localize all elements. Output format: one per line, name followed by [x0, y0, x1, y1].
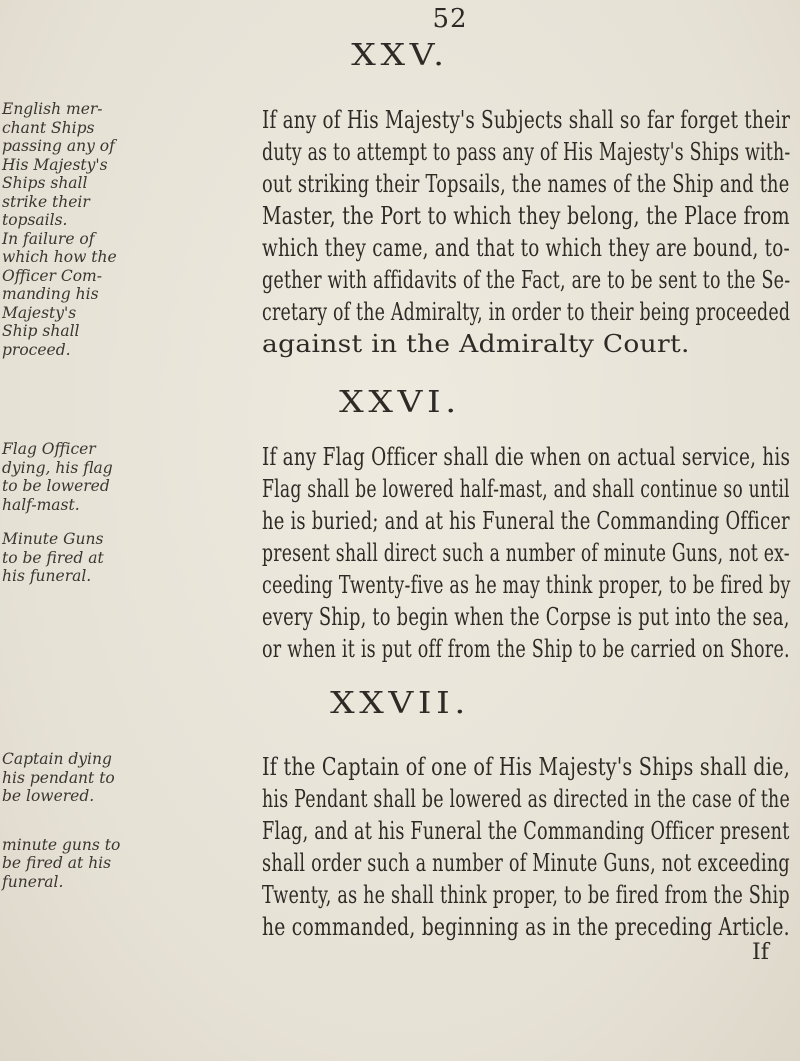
marginal-note-line: Flag Officer: [2, 440, 96, 458]
marginal-note-line: manding his: [2, 285, 99, 303]
text-line: Flag shall be lowered half-mast, and shall continue so until: [262, 474, 790, 503]
marginal-note-line: Minute Guns: [2, 530, 104, 548]
marginal-note-line: topsails.: [2, 211, 68, 229]
marginal-note-line: Ship shall: [2, 322, 80, 340]
marginal-note-line: proceed.: [2, 340, 71, 359]
text-line: duty as to attempt to pass any of His Majesty's Ships with-: [262, 137, 791, 166]
catchword: If: [752, 940, 769, 965]
marginal-note-line: chant Ships: [2, 118, 95, 137]
marginal-note-line: be fired at his: [2, 854, 112, 872]
text-line: If any of His Majesty's Subjects shall so far forget their: [262, 105, 791, 134]
text-line: he is buried; and at his Funeral the Commanding Officer: [262, 506, 790, 535]
marginal-note-line: to be lowered: [2, 477, 110, 495]
marginal-note-line: which how the: [2, 248, 117, 266]
text-line: his Pendant shall be lowered as directed in the case of the: [262, 784, 790, 813]
marginal-note-line: his pendant to: [2, 768, 115, 787]
marginal-note-xxvii: [2, 750, 152, 891]
article-heading-xxv: XXV.: [351, 38, 449, 73]
text-line: gether with affidavits of the Fact, are to be sent to the Se-: [262, 265, 791, 294]
marginal-note-line: [2, 806, 152, 836]
marginal-note-line: dying, his flag: [2, 458, 113, 477]
text-line: If any Flag Officer shall die when on actual service, his: [262, 442, 791, 471]
text-line: out striking their Topsails, the names of the Ship and the: [262, 169, 790, 198]
marginal-note-line: Officer Com-: [2, 266, 102, 285]
text-line: which they came, and that to which they are bound, to-: [262, 233, 790, 262]
text-line: against in the Admiralty Court.: [262, 329, 690, 358]
marginal-note-line: be lowered.: [2, 787, 95, 805]
marginal-note-line: Ships shall: [2, 174, 88, 192]
marginal-note-line: his funeral.: [2, 567, 92, 585]
text-line: Flag, and at his Funeral the Commanding Officer present: [262, 816, 790, 845]
marginal-note-line: Captain dying: [2, 750, 112, 768]
text-line: Master, the Port to which they belong, the Place from: [262, 201, 790, 230]
text-line: present shall direct such a number of minute Guns, not ex-: [262, 538, 790, 567]
marginal-note-line: passing any of: [2, 137, 115, 155]
marginal-note-line: funeral.: [2, 872, 64, 891]
marginal-note-line: Majesty's: [2, 303, 77, 322]
text-line: Twenty, as he shall think proper, to be fired from the Ship: [262, 880, 790, 909]
article-heading-xxvii: XXVII.: [330, 686, 470, 721]
text-line: every Ship, to begin when the Corpse is put into the sea,: [262, 602, 790, 631]
text-line: cretary of the Admiralty, in order to their being proceeded: [262, 297, 791, 326]
marginal-note-line: In failure of: [2, 229, 95, 248]
marginal-note-line: English mer-: [2, 100, 103, 118]
page-number: 52: [432, 4, 468, 34]
text-line: ceeding Twenty-five as he may think proper, to be fired by: [262, 570, 791, 599]
marginal-note-line: His Majesty's: [2, 155, 108, 174]
marginal-note-xxvi: [2, 440, 152, 586]
article-heading-xxvi: XXVI.: [339, 385, 461, 420]
marginal-note-line: strike their: [2, 192, 90, 211]
text-line: he commanded, beginning as in the preceding Article.: [262, 912, 790, 941]
text-line: shall order such a number of Minute Guns, not exceeding: [262, 848, 790, 877]
marginal-note-line: minute guns to: [2, 835, 121, 854]
text-line: or when it is put off from the Ship to be carried on Shore.: [262, 634, 790, 663]
marginal-note-line: half-mast.: [2, 495, 80, 514]
marginal-note-line: to be fired at: [2, 548, 104, 567]
marginal-note-line: [2, 514, 152, 530]
text-line: If the Captain of one of His Majesty's Ships shall die,: [262, 752, 791, 781]
marginal-note-xxv: [2, 100, 152, 359]
